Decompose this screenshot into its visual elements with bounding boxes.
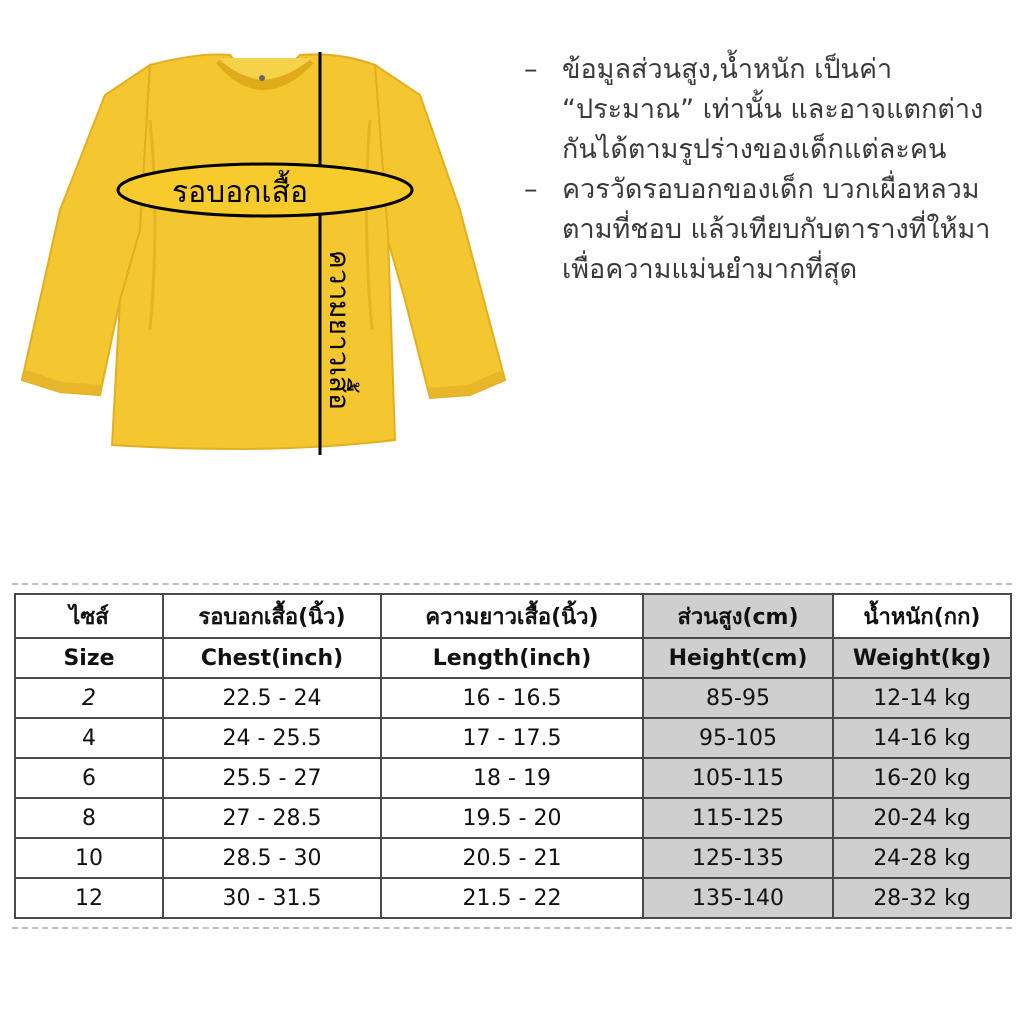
header-cell: ส่วนสูง(cm) [643,594,833,638]
header-cell: Length(inch) [381,638,643,678]
table-cell: 21.5 - 22 [381,878,643,918]
table-cell: 20-24 kg [833,798,1011,838]
table-cell: 115-125 [643,798,833,838]
header-cell: ไซส์ [15,594,163,638]
header-cell: ความยาวเสื้อ(นิ้ว) [381,594,643,638]
table-cell: 17 - 17.5 [381,718,643,758]
divider [12,583,1012,585]
table-cell: 19.5 - 20 [381,798,643,838]
shirt-illustration [0,30,520,470]
table-cell: 105-115 [643,758,833,798]
table-row [15,718,1011,758]
table-row [15,838,1011,878]
note-text: ควรวัดรอบอกของเด็ก บวกเผื่อหลวมตามที่ชอบ แล้วเทียบกับตารางที่ให้มาเพื่อความแม่นยำมากที่สุด [562,174,991,285]
right-sleeve [375,65,505,398]
table-row [15,678,1011,718]
table-cell: 18 - 19 [381,758,643,798]
table-cell: 30 - 31.5 [163,878,381,918]
size-table [14,593,1012,919]
table-row [15,758,1011,798]
table-cell: 85-95 [643,678,833,718]
table-row [15,798,1011,838]
header-row-english [15,638,1011,678]
note-dash: – [524,174,538,205]
note-dash: – [524,54,538,85]
divider [12,927,1012,929]
table-cell: 28.5 - 30 [163,838,381,878]
table-cell: 4 [15,718,163,758]
size-chart [12,583,1012,929]
table-cell: 16 - 16.5 [381,678,643,718]
header-cell: รอบอกเสื้อ(นิ้ว) [163,594,381,638]
table-cell: 2 [15,678,163,718]
table-cell: 8 [15,798,163,838]
table-cell: 135-140 [643,878,833,918]
table-cell: 14-16 kg [833,718,1011,758]
chest-label: รอบอกเสื้อ [172,175,308,210]
table-cell: 12 [15,878,163,918]
table-cell: 10 [15,838,163,878]
header-cell: Size [15,638,163,678]
table-cell: 16-20 kg [833,758,1011,798]
table-cell: 22.5 - 24 [163,678,381,718]
header-cell: Chest(inch) [163,638,381,678]
table-cell: 6 [15,758,163,798]
table-cell: 125-135 [643,838,833,878]
header-cell: น้ำหนัก(กก) [833,594,1011,638]
table-row [15,878,1011,918]
tag-dot [259,75,265,81]
table-cell: 25.5 - 27 [163,758,381,798]
header-row-thai [15,594,1011,638]
note-item [522,170,1002,290]
table-cell: 95-105 [643,718,833,758]
table-cell: 24-28 kg [833,838,1011,878]
header-cell: Weight(kg) [833,638,1011,678]
length-label: ความยาวเสื้อ [323,250,356,410]
shirt-image [0,30,520,470]
table-cell: 27 - 28.5 [163,798,381,838]
table-cell: 28-32 kg [833,878,1011,918]
table-cell: 20.5 - 21 [381,838,643,878]
table-cell: 24 - 25.5 [163,718,381,758]
header-cell: Height(cm) [643,638,833,678]
size-notes [522,50,1002,290]
note-item [522,50,1002,170]
note-text: ข้อมูลส่วนสูง,น้ำหนัก เป็นค่า “ประมาณ” เท่านั้น และอาจแตกต่างกันได้ตามรูปร่างของเด็กแต่ละคน [562,54,984,165]
table-cell: 12-14 kg [833,678,1011,718]
